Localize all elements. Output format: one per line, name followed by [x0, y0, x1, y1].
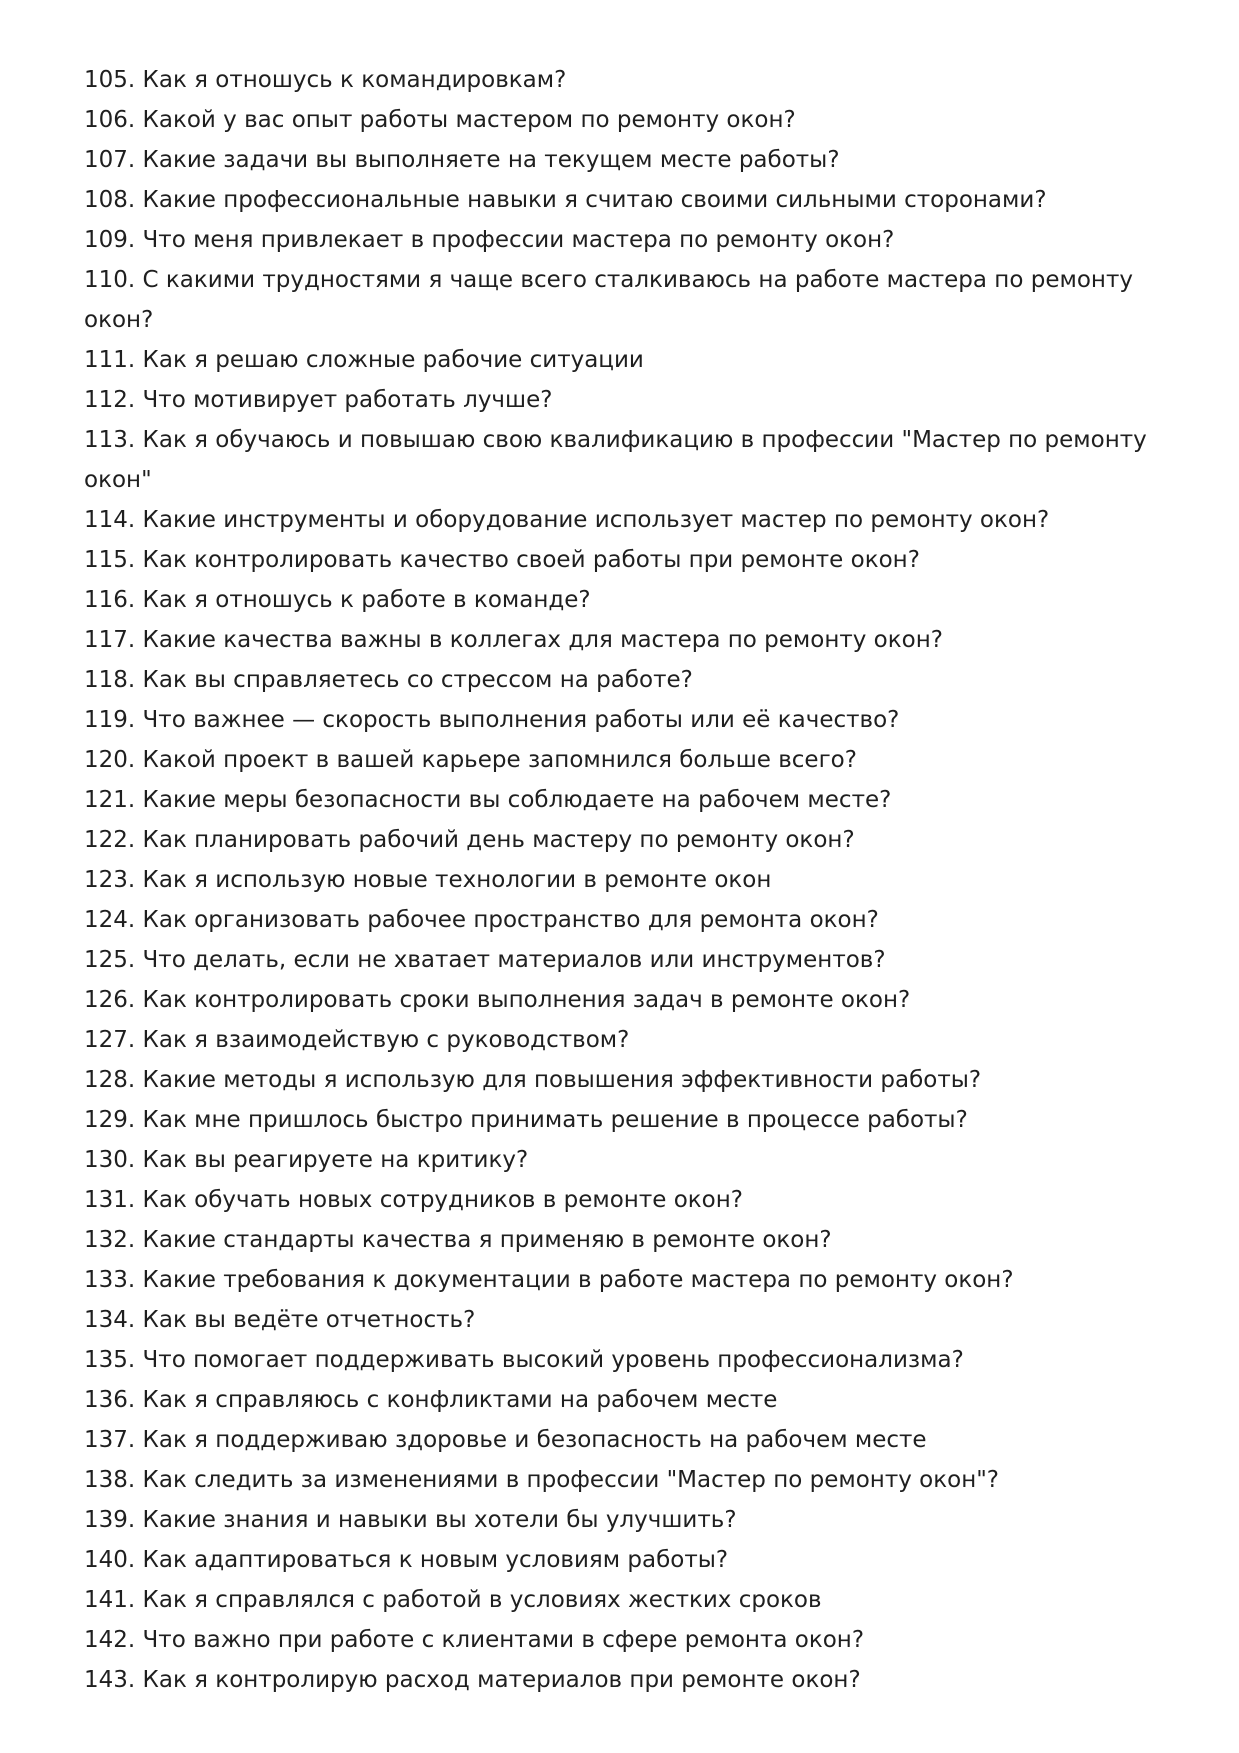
- question-item: 118. Как вы справляетесь со стрессом на работе?: [84, 667, 693, 693]
- question-item: 110. С какими трудностями я чаще всего сталкиваюсь на работе мастера по ремонту окон?: [84, 267, 1133, 333]
- question-item: 119. Что важнее — скорость выполнения работы или её качество?: [84, 707, 900, 733]
- question-item: 136. Как я справляюсь с конфликтами на рабочем месте: [84, 1387, 778, 1413]
- question-item: 131. Как обучать новых сотрудников в ремонте окон?: [84, 1187, 743, 1213]
- question-item: 115. Как контролировать качество своей работы при ремонте окон?: [84, 547, 920, 573]
- question-item: 133. Какие требования к документации в работе мастера по ремонту окон?: [84, 1267, 1014, 1293]
- question-item: 120. Какой проект в вашей карьере запомнился больше всего?: [84, 747, 857, 773]
- question-item: 114. Какие инструменты и оборудование использует мастер по ремонту окон?: [84, 507, 1050, 533]
- question-item: 128. Какие методы я использую для повышения эффективности работы?: [84, 1067, 982, 1093]
- question-item: 137. Как я поддерживаю здоровье и безопасность на рабочем месте: [84, 1427, 927, 1453]
- question-item: 134. Как вы ведёте отчетность?: [84, 1307, 476, 1333]
- question-item: 138. Как следить за изменениями в профессии "Мастер по ремонту окон"?: [84, 1467, 1000, 1493]
- question-item: 127. Как я взаимодействую с руководством?: [84, 1027, 630, 1053]
- question-item: 121. Какие меры безопасности вы соблюдаете на рабочем месте?: [84, 787, 892, 813]
- question-item: 113. Как я обучаюсь и повышаю свою квалификацию в профессии "Мастер по ремонту окон": [84, 427, 1147, 493]
- question-item: 140. Как адаптироваться к новым условиям работы?: [84, 1547, 729, 1573]
- question-item: 108. Какие профессиональные навыки я считаю своими сильными сторонами?: [84, 187, 1047, 213]
- question-item: 112. Что мотивирует работать лучше?: [84, 387, 553, 413]
- question-item: 143. Как я контролирую расход материалов при ремонте окон?: [84, 1667, 861, 1693]
- question-item: 135. Что помогает поддерживать высокий уровень профессионализма?: [84, 1347, 964, 1373]
- question-item: 111. Как я решаю сложные рабочие ситуации: [84, 347, 644, 373]
- question-item: 124. Как организовать рабочее пространство для ремонта окон?: [84, 907, 879, 933]
- question-item: 132. Какие стандарты качества я применяю в ремонте окон?: [84, 1227, 832, 1253]
- question-item: 105. Как я отношусь к командировкам?: [84, 67, 567, 93]
- question-item: 122. Как планировать рабочий день мастеру по ремонту окон?: [84, 827, 855, 853]
- question-item: 125. Что делать, если не хватает материалов или инструментов?: [84, 947, 886, 973]
- question-item: 109. Что меня привлекает в профессии мастера по ремонту окон?: [84, 227, 895, 253]
- question-item: 106. Какой у вас опыт работы мастером по ремонту окон?: [84, 107, 796, 133]
- question-item: 142. Что важно при работе с клиентами в сфере ремонта окон?: [84, 1627, 865, 1653]
- question-item: 107. Какие задачи вы выполняете на текущем месте работы?: [84, 147, 840, 173]
- question-item: 126. Как контролировать сроки выполнения задач в ремонте окон?: [84, 987, 911, 1013]
- question-item: 129. Как мне пришлось быстро принимать решение в процессе работы?: [84, 1107, 968, 1133]
- question-item: 116. Как я отношусь к работе в команде?: [84, 587, 591, 613]
- question-item: 139. Какие знания и навыки вы хотели бы улучшить?: [84, 1507, 737, 1533]
- question-item: 130. Как вы реагируете на критику?: [84, 1147, 529, 1173]
- question-item: 123. Как я использую новые технологии в ремонте окон: [84, 867, 772, 893]
- question-item: 117. Какие качества важны в коллегах для мастера по ремонту окон?: [84, 627, 943, 653]
- question-item: 141. Как я справлялся с работой в условиях жестких сроков: [84, 1587, 822, 1613]
- question-list: [84, 60, 1174, 1700]
